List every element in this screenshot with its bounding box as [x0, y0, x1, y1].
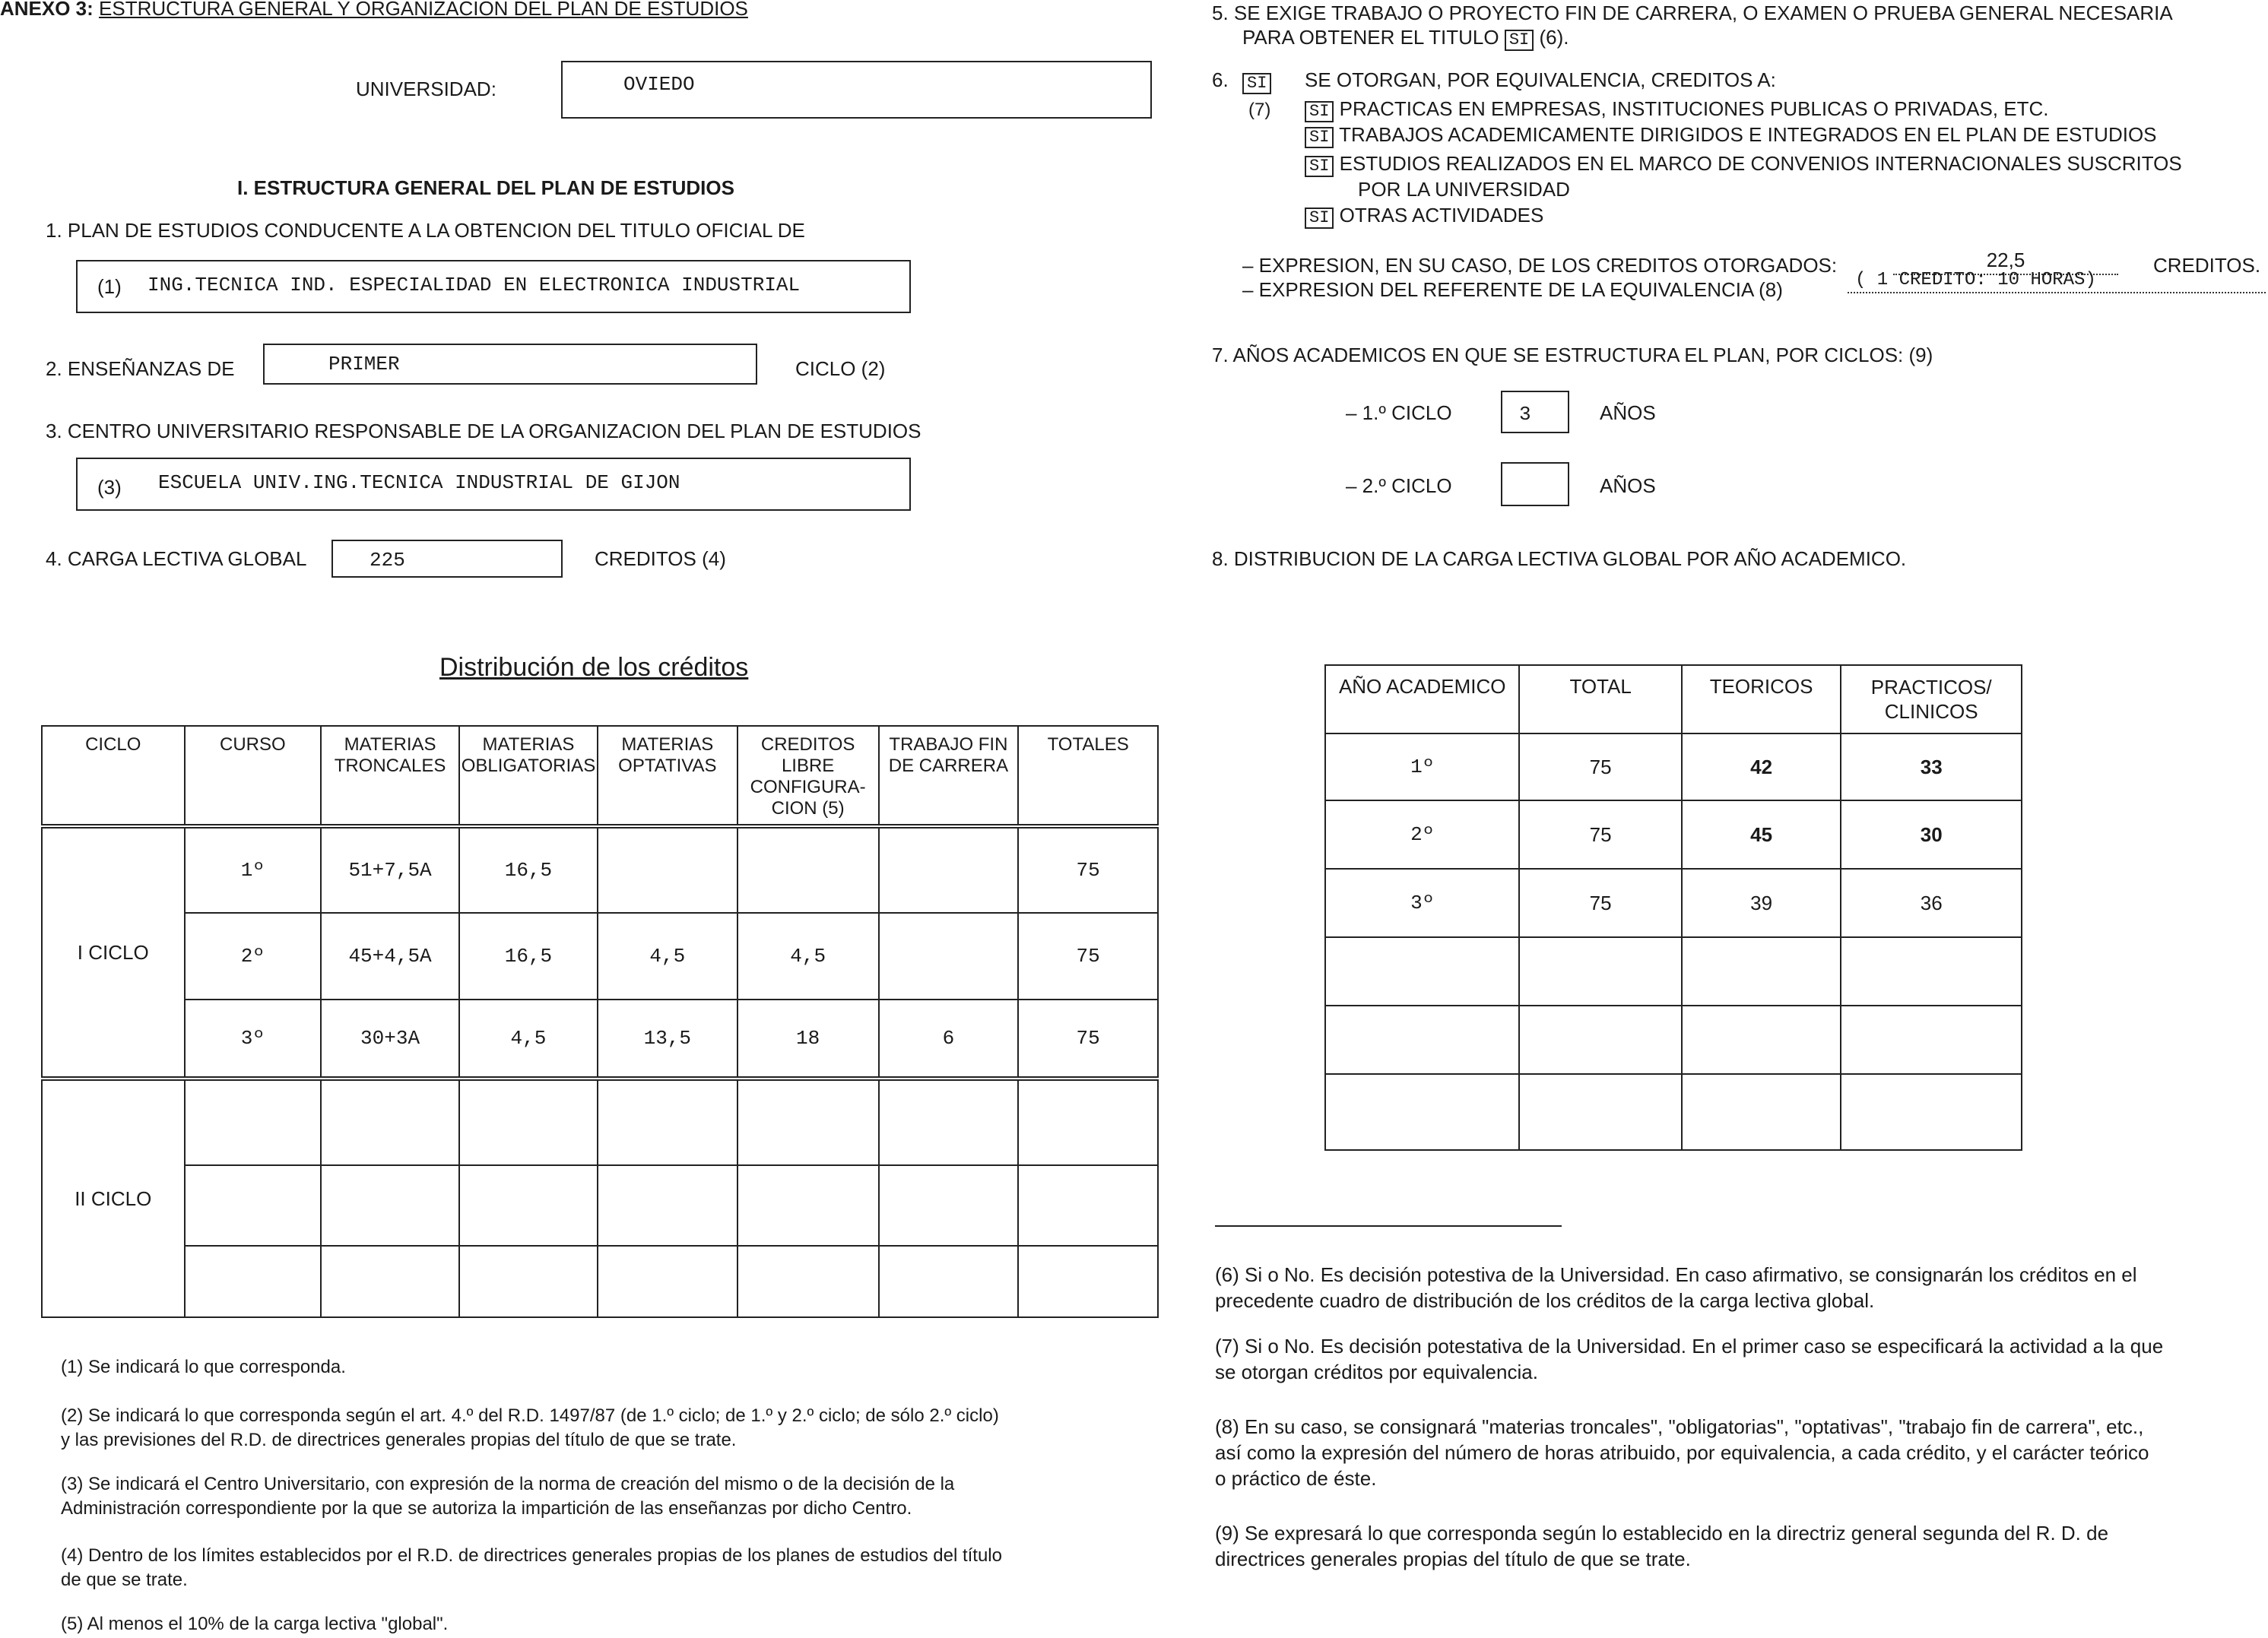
empty-cell [879, 1165, 1019, 1246]
option4-si-box: SI [1305, 208, 1334, 229]
row2-libre: 4,5 [737, 913, 879, 1000]
option1-text: PRACTICAS EN EMPRESAS, INSTITUCIONES PUBLICAS O PRIVADAS, ETC. [1339, 97, 2049, 120]
item7-c1-label: – 1.º CICLO [1346, 401, 1452, 424]
footnote-7b: se otorgan créditos por equivalencia. [1215, 1361, 1538, 1383]
item5-note: (6). [1539, 26, 1569, 49]
row1-curso: 1º [185, 826, 322, 913]
row1-totales: 75 [1018, 826, 1158, 913]
year4-ano [1325, 937, 1519, 1006]
year5-ano [1325, 1006, 1519, 1074]
footnote-9b: directrices generales propias del título de que se trate. [1215, 1548, 1691, 1570]
footnote-4a: (4) Dentro de los límites establecidos por el R.D. de directrices generales propias de los planes de estudios del título [61, 1545, 1002, 1566]
row2-obligatorias: 16,5 [459, 913, 598, 1000]
degree-field [76, 260, 911, 313]
section-title: I. ESTRUCTURA GENERAL DEL PLAN DE ESTUDIOS [237, 176, 734, 199]
item1-label: 1. PLAN DE ESTUDIOS CONDUCENTE A LA OBTENCION DEL TITULO OFICIAL DE [46, 219, 805, 242]
year2-practicos: 30 [1841, 800, 2022, 869]
table-row [1325, 1006, 2022, 1074]
item3-note: (3) [97, 476, 122, 499]
year3-total: 75 [1519, 869, 1681, 937]
option2-si-box: SI [1305, 127, 1334, 148]
year3-teoricos: 39 [1682, 869, 1841, 937]
year4-practicos [1841, 937, 2022, 1006]
empty-cell [737, 1079, 879, 1165]
footnote-3b: Administración correspondiente por la que se autoriza la impartición de las enseñanzas por dicho Centro. [61, 1498, 912, 1519]
annex-header [0, 0, 748, 20]
row1-trabajo [879, 826, 1019, 913]
year2-teoricos: 45 [1682, 800, 1841, 869]
year5-teoricos [1682, 1006, 1841, 1074]
empty-cell [185, 1165, 322, 1246]
header-libre: CREDITOS LIBRE CONFIGURA- CION (5) [737, 726, 879, 826]
item6-option-2 [1305, 123, 2157, 148]
empty-cell [1018, 1079, 1158, 1165]
empty-cell [598, 1165, 737, 1246]
empty-cell [879, 1246, 1019, 1317]
item5-line2 [1242, 26, 1569, 51]
footnote-8b: así como la expresión del número de horas atribuido, por equivalencia, a cada crédito, y el carácter teórico [1215, 1441, 2149, 1464]
row1-optativas [598, 826, 737, 913]
item6-note: (7) [1248, 100, 1271, 120]
year-table [1324, 664, 2022, 1151]
item8-label: 8. DISTRIBUCION DE LA CARGA LECTIVA GLOBAL POR AÑO ACADEMICO. [1212, 547, 1907, 570]
header-optativas: MATERIAS OPTATIVAS [598, 726, 737, 826]
cycle-field [263, 344, 757, 385]
load-field [331, 540, 563, 578]
row3-obligatorias: 4,5 [459, 1000, 598, 1079]
credits-header-row [42, 726, 1158, 826]
item1-note: (1) [97, 275, 122, 298]
item6-option-4 [1305, 204, 1543, 229]
cycle2-years-field [1501, 462, 1569, 506]
cycle1-years-value: 3 [1519, 403, 1531, 426]
year6-practicos [1841, 1074, 2022, 1150]
item6-option-3 [1305, 152, 2182, 177]
year4-teoricos [1682, 937, 1841, 1006]
year3-practicos: 36 [1841, 869, 2022, 937]
cycle2-cell: II CICLO [42, 1079, 185, 1317]
load-value: 225 [370, 549, 405, 572]
option3-si-box: SI [1305, 156, 1334, 177]
row3-curso: 3º [185, 1000, 322, 1079]
expr1-label: – EXPRESION, EN SU CASO, DE LOS CREDITOS OTORGADOS: [1242, 254, 1838, 277]
degree-value: ING.TECNICA IND. ESPECIALIDAD EN ELECTRONICA INDUSTRIAL [147, 274, 801, 296]
year6-teoricos [1682, 1074, 1841, 1150]
cycle-value: PRIMER [328, 353, 400, 375]
item4-suffix: CREDITOS (4) [595, 547, 726, 570]
year5-practicos [1841, 1006, 2022, 1074]
year-header-practicos: PRACTICOS/ CLINICOS [1841, 665, 2022, 733]
footnote-4b: de que se trate. [61, 1570, 188, 1590]
expr1-suffix: CREDITOS. [2153, 254, 2261, 277]
empty-cell [185, 1079, 322, 1165]
table-row [42, 1165, 1158, 1246]
option2-text: TRABAJOS ACADEMICAMENTE DIRIGIDOS E INTEGRADOS EN EL PLAN DE ESTUDIOS [1339, 123, 2157, 146]
footnote-8c: o práctico de éste. [1215, 1467, 1377, 1490]
option4-text: OTRAS ACTIVIDADES [1339, 204, 1544, 227]
row2-trabajo [879, 913, 1019, 1000]
credits-table-title: Distribución de los créditos [439, 653, 749, 682]
table-row [42, 1246, 1158, 1317]
header-ciclo: CICLO [42, 726, 185, 826]
cycle1-cell: I CICLO [42, 826, 185, 1079]
option1-si-box: SI [1305, 101, 1334, 122]
footnote-2a: (2) Se indicará lo que corresponda según el art. 4.º del R.D. 1497/87 (de 1.º ciclo; de 1.º y 2.º ciclo; de sólo 2.º ciclo) [61, 1405, 999, 1426]
year6-ano [1325, 1074, 1519, 1150]
option3-text: ESTUDIOS REALIZADOS EN EL MARCO DE CONVENIOS INTERNACIONALES SUSCRITOS [1339, 152, 2182, 175]
empty-cell [1018, 1165, 1158, 1246]
empty-cell [598, 1246, 737, 1317]
empty-cell [598, 1079, 737, 1165]
annex-title: ESTRUCTURA GENERAL Y ORGANIZACION DEL PLAN DE ESTUDIOS [99, 0, 748, 20]
empty-cell [185, 1246, 322, 1317]
year1-total: 75 [1519, 733, 1681, 800]
footnote-divider [1215, 1225, 1562, 1227]
item7-c1-unit: AÑOS [1600, 401, 1656, 424]
item5-line1: 5. SE EXIGE TRABAJO O PROYECTO FIN DE CARRERA, O EXAMEN O PRUEBA GENERAL NECESARIA [1212, 2, 2173, 24]
university-field [561, 61, 1152, 119]
item4-label: 4. CARGA LECTIVA GLOBAL [46, 547, 307, 570]
cycle1-years-field [1501, 391, 1569, 433]
item7-c2-unit: AÑOS [1600, 474, 1656, 497]
empty-cell [321, 1165, 459, 1246]
empty-cell [459, 1165, 598, 1246]
header-curso: CURSO [185, 726, 322, 826]
year3-ano: 3º [1325, 869, 1519, 937]
table-row [42, 1079, 1158, 1165]
header-troncales: MATERIAS TRONCALES [321, 726, 459, 826]
item6-label: SE OTORGAN, POR EQUIVALENCIA, CREDITOS A: [1305, 68, 1776, 91]
row2-curso: 2º [185, 913, 322, 1000]
row2-optativas: 4,5 [598, 913, 737, 1000]
year4-total [1519, 937, 1681, 1006]
row3-totales: 75 [1018, 1000, 1158, 1079]
table-row [1325, 733, 2022, 800]
year2-total: 75 [1519, 800, 1681, 869]
header-trabajo: TRABAJO FIN DE CARRERA [879, 726, 1019, 826]
item7-label: 7. AÑOS ACADEMICOS EN QUE SE ESTRUCTURA EL PLAN, POR CICLOS: (9) [1212, 344, 1933, 366]
table-row [42, 826, 1158, 913]
year1-practicos: 33 [1841, 733, 2022, 800]
item6-si-box: SI [1242, 73, 1271, 94]
item6-option-1 [1305, 97, 2048, 122]
expr2-value: ( 1 CREDITO: 10 HORAS) [1848, 268, 2266, 293]
expr1-value: 22,5 [1893, 246, 2118, 275]
empty-cell [737, 1165, 879, 1246]
year-header-teoricos: TEORICOS [1682, 665, 1841, 733]
footnote-8a: (8) En su caso, se consignará "materias troncales", "obligatorias", "optativas", "trabajo fin de carrera", etc., [1215, 1415, 2144, 1438]
empty-cell [1018, 1246, 1158, 1317]
footnote-6a: (6) Si o No. Es decisión potestiva de la Universidad. En caso afirmativo, se consignarán los créditos en el [1215, 1263, 2137, 1286]
row1-obligatorias: 16,5 [459, 826, 598, 913]
year-header-row [1325, 665, 2022, 733]
table-row [1325, 937, 2022, 1006]
header-obligatorias: MATERIAS OBLIGATORIAS [459, 726, 598, 826]
header-totales: TOTALES [1018, 726, 1158, 826]
footnote-7a: (7) Si o No. Es decisión potestativa de la Universidad. En el primer caso se especificará la actividad a la que [1215, 1335, 2164, 1358]
table-row [42, 1000, 1158, 1079]
table-row [1325, 869, 2022, 937]
year-header-total: TOTAL [1519, 665, 1681, 733]
credits-table [41, 725, 1159, 1318]
year5-total [1519, 1006, 1681, 1074]
item6-number: 6. [1212, 68, 1229, 91]
year2-ano: 2º [1325, 800, 1519, 869]
row2-totales: 75 [1018, 913, 1158, 1000]
table-row [1325, 800, 2022, 869]
table-row [42, 913, 1158, 1000]
footnote-5: (5) Al menos el 10% de la carga lectiva "global". [61, 1614, 449, 1634]
item5-label: PARA OBTENER EL TITULO [1242, 26, 1499, 49]
empty-cell [459, 1079, 598, 1165]
table-row [1325, 1074, 2022, 1150]
year1-ano: 1º [1325, 733, 1519, 800]
annex-label: ANEXO 3: [0, 0, 94, 20]
university-value: OVIEDO [623, 73, 695, 96]
item2-suffix: CICLO (2) [795, 357, 886, 380]
row3-libre: 18 [737, 1000, 879, 1079]
university-label: UNIVERSIDAD: [356, 78, 496, 100]
row3-trabajo: 6 [879, 1000, 1019, 1079]
empty-cell [459, 1246, 598, 1317]
footnote-3a: (3) Se indicará el Centro Universitario, con expresión de la norma de creación del mismo o de la decisión de la [61, 1474, 955, 1494]
year-header-ano: AÑO ACADEMICO [1325, 665, 1519, 733]
footnote-9a: (9) Se expresará lo que corresponda según lo establecido en la directriz general segunda del R. D. de [1215, 1522, 2109, 1545]
center-value: ESCUELA UNIV.ING.TECNICA INDUSTRIAL DE GIJON [158, 471, 680, 494]
year1-teoricos: 42 [1682, 733, 1841, 800]
option3-continuation: POR LA UNIVERSIDAD [1358, 178, 1570, 201]
item2-label: 2. ENSEÑANZAS DE [46, 357, 235, 380]
row3-troncales: 30+3A [321, 1000, 459, 1079]
empty-cell [879, 1079, 1019, 1165]
item7-c2-label: – 2.º CICLO [1346, 474, 1452, 497]
footnote-2b: y las previsiones del R.D. de directrices generales propias del título de que se trate. [61, 1430, 737, 1450]
expr2-label: – EXPRESION DEL REFERENTE DE LA EQUIVALENCIA (8) [1242, 278, 1783, 301]
empty-cell [321, 1246, 459, 1317]
item3-label: 3. CENTRO UNIVERSITARIO RESPONSABLE DE LA ORGANIZACION DEL PLAN DE ESTUDIOS [46, 420, 921, 442]
empty-cell [321, 1079, 459, 1165]
row1-libre [737, 826, 879, 913]
row1-troncales: 51+7,5A [321, 826, 459, 913]
item5-si-box: SI [1505, 30, 1534, 51]
center-field [76, 458, 911, 511]
year6-total [1519, 1074, 1681, 1150]
footnote-6b: precedente cuadro de distribución de los créditos de la carga lectiva global. [1215, 1289, 1875, 1312]
empty-cell [737, 1246, 879, 1317]
row3-optativas: 13,5 [598, 1000, 737, 1079]
row2-troncales: 45+4,5A [321, 913, 459, 1000]
footnote-1: (1) Se indicará lo que corresponda. [61, 1357, 346, 1377]
